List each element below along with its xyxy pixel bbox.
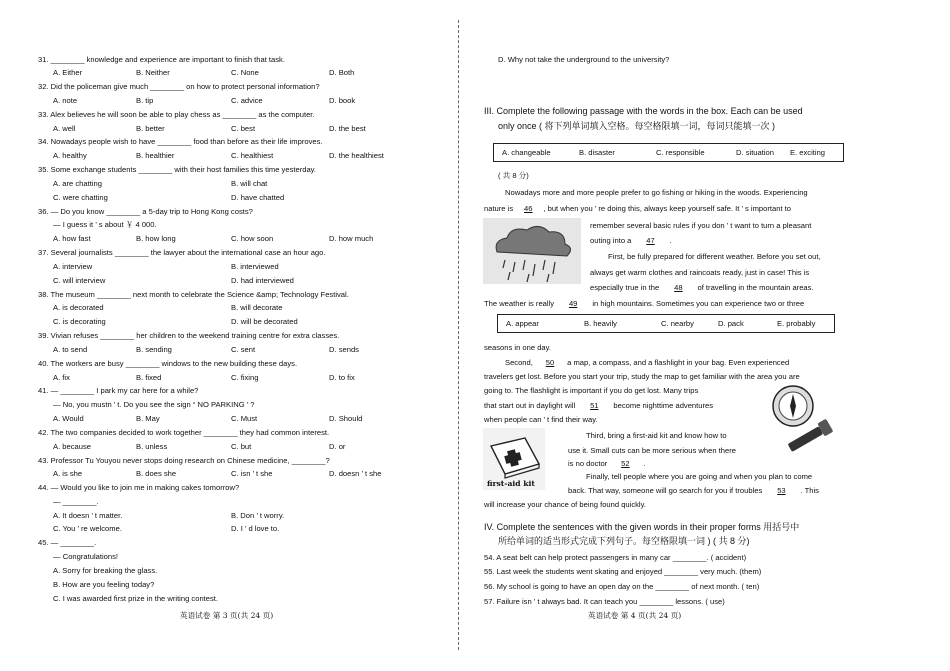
q54-stem: 54. A seat belt can help protect passengers in many car ________. ( accident) — [484, 553, 747, 562]
passage-line — [505, 358, 789, 368]
passage-text: . — [643, 459, 646, 468]
q32-option-b[interactable]: B. tip — [136, 96, 154, 105]
word-box-2 — [497, 314, 835, 333]
q42-option-b[interactable]: B. unless — [136, 442, 168, 451]
q36-stem-reply: — I guess it ’ s about ￥ 4 000. — [53, 220, 157, 229]
q38-stem: 38. The museum ________ next month to celebrate the Science &amp; Technology Festival. — [38, 290, 349, 299]
word-box-1-item: E. exciting — [790, 148, 826, 157]
passage-line — [590, 236, 672, 246]
passage-line: when people can ’ t find their way. — [484, 415, 598, 424]
passage-line: travelers get lost. Before you start your trip, study the map to get familiar with the area you are — [484, 372, 800, 381]
q36-option-c[interactable]: C. how soon — [231, 234, 274, 243]
q44-option-d[interactable]: D. I ’ d love to. — [231, 524, 280, 533]
blank-48[interactable]: 48 — [674, 283, 683, 292]
passage-line — [484, 299, 804, 309]
word-box-1 — [493, 143, 844, 162]
q38-option-c[interactable]: C. is decorating — [53, 317, 106, 326]
section-3-subtitle: only once ( 将下列单词填入空格。每空格限填一词，每词只能填一次 ) — [498, 121, 776, 131]
passage-text: nature is — [484, 204, 514, 213]
q40-option-a[interactable]: A. fix — [53, 373, 70, 382]
q33-option-d[interactable]: D. the best — [329, 124, 366, 133]
q39-option-a[interactable]: A. to send — [53, 345, 88, 354]
q42-option-c[interactable]: C. but — [231, 442, 252, 451]
q57-stem: 57. Failure isn ’ t always bad. It can teach you ________ lessons. ( use) — [484, 597, 725, 606]
q45-option-c[interactable]: C. I was awarded first prize in the writing contest. — [53, 594, 219, 603]
q45-option-a[interactable]: A. Sorry for breaking the glass. — [53, 566, 158, 575]
q32-option-d[interactable]: D. book — [329, 96, 356, 105]
q45-option-d[interactable]: D. Why not take the underground to the university? — [498, 55, 670, 64]
passage-line: seasons in one day. — [484, 343, 551, 352]
q34-option-d[interactable]: D. the healthiest — [329, 151, 384, 160]
q32-option-c[interactable]: C. advice — [231, 96, 263, 105]
q33-stem: 33. Alex believes he will soon be able to play chess as ________ as the computer. — [38, 110, 315, 119]
q31-option-b[interactable]: B. Neither — [136, 68, 170, 77]
q34-option-c[interactable]: C. healthiest — [231, 151, 274, 160]
q34-option-b[interactable]: B. healthier — [136, 151, 175, 160]
q43-stem: 43. Professor Tu Youyou never stops doing research on Chinese medicine, ________? — [38, 456, 330, 465]
q37-option-a[interactable]: A. interview — [53, 262, 93, 271]
passage-line — [590, 283, 814, 293]
q34-option-a[interactable]: A. healthy — [53, 151, 87, 160]
right-page — [475, 0, 950, 671]
passage-text: that start out in daylight will — [484, 401, 576, 410]
q31-option-d[interactable]: D. Both — [329, 68, 355, 77]
passage-text: in high mountains. Sometimes you can experience two or three — [592, 299, 805, 308]
word-box-2-item: A. appear — [506, 319, 539, 328]
passage-line — [568, 486, 819, 496]
word-box-2-item: C. nearby — [661, 319, 694, 328]
q43-option-c[interactable]: C. isn ’ t she — [231, 469, 273, 478]
word-box-2-item: B. heavily — [584, 319, 617, 328]
passage-text: a map, a compass, and a flashlight in your bag. Even experienced — [567, 358, 790, 367]
rain-cloud-illustration — [483, 218, 581, 284]
page-footer-3: 英语试卷 第 3 页(共 24 页) — [180, 611, 274, 620]
passage-text: , but when you ’ re doing this, always keep yourself safe. It ’ s important to — [543, 204, 792, 213]
q36-option-b[interactable]: B. how long — [136, 234, 176, 243]
q38-option-a[interactable]: A. is decorated — [53, 303, 104, 312]
passage-line — [568, 459, 646, 469]
q55-stem: 55. Last week the students went skating and enjoyed ________ very much. (them) — [484, 567, 762, 576]
q39-option-b[interactable]: B. sending — [136, 345, 172, 354]
blank-46[interactable]: 46 — [524, 204, 533, 213]
word-box-1-item: B. disaster — [579, 148, 615, 157]
q35-option-a[interactable]: A. are chatting — [53, 179, 102, 188]
passage-line: Finally, tell people where you are going and when you plan to come — [586, 472, 813, 481]
q31-option-c[interactable]: C. None — [231, 68, 259, 77]
passage-text: . This — [800, 486, 819, 495]
q38-option-b[interactable]: B. will decorate — [231, 303, 283, 312]
q35-option-d[interactable]: D. have chatted — [231, 193, 285, 202]
word-box-1-item: A. changeable — [502, 148, 551, 157]
blank-50[interactable]: 50 — [545, 358, 555, 367]
q41-option-c[interactable]: C. Must — [231, 414, 258, 423]
blank-53[interactable]: 53 — [777, 486, 786, 495]
q41-option-d[interactable]: D. Should — [329, 414, 363, 423]
passage-line — [484, 204, 791, 214]
passage-line: Third, bring a first-aid kit and know how to — [586, 431, 727, 440]
passage-text: . — [669, 236, 672, 245]
q45-stem: 45. — ________. — [38, 538, 97, 547]
blank-47[interactable]: 47 — [646, 236, 655, 245]
q35-option-b[interactable]: B. will chat — [231, 179, 268, 188]
passage-text: especially true in the — [590, 283, 660, 292]
passage-line: always get warm clothes and raincoats ready, just in case! This is — [590, 268, 810, 277]
q42-stem: 42. The two companies decided to work together ________ they had common interest. — [38, 428, 330, 437]
q43-option-d[interactable]: D. doesn ’ t she — [329, 469, 382, 478]
q36-option-d[interactable]: D. how much — [329, 234, 374, 243]
q41-option-b[interactable]: B. May — [136, 414, 160, 423]
q36-stem: 36. — Do you know ________ a 5-day trip to Hong Kong costs? — [38, 207, 253, 216]
q44-option-a[interactable]: A. It doesn ’ t matter. — [53, 511, 123, 520]
page-footer-4: 英语试卷 第 4 页(共 24 页) — [588, 611, 682, 620]
passage-line: Nowadays more and more people prefer to go fishing or hiking in the woods. Experiencing — [505, 188, 808, 197]
blank-49[interactable]: 49 — [568, 299, 578, 308]
q42-option-d[interactable]: D. or — [329, 442, 346, 451]
q39-option-c[interactable]: C. sent — [231, 345, 256, 354]
q37-option-c[interactable]: C. will interview — [53, 276, 106, 285]
q34-stem: 34. Nowadays people wish to have ________ food than before as their life improves. — [38, 137, 323, 146]
q36-option-a[interactable]: A. how fast — [53, 234, 91, 243]
word-box-1-item: D. situation — [736, 148, 774, 157]
compass-flashlight-illustration — [765, 382, 837, 454]
q33-option-b[interactable]: B. better — [136, 124, 165, 133]
q44-option-c[interactable]: C. You ’ re welcome. — [53, 524, 122, 533]
left-page — [0, 0, 470, 671]
section-4-title: IV. Complete the sentences with the given words in their proper forms 用括号中 — [484, 522, 800, 532]
first-aid-kit-label: first-aid kit — [487, 479, 535, 488]
passage-line — [484, 401, 713, 411]
blank-51[interactable]: 51 — [590, 401, 599, 410]
q41-stem: 41. — ________ I park my car here for a while? — [38, 386, 199, 395]
passage-text: become nighttime adventures — [613, 401, 714, 410]
q33-option-c[interactable]: C. best — [231, 124, 256, 133]
passage-line: remember several basic rules if you don ’ t want to turn a pleasant — [590, 221, 812, 230]
q39-stem: 39. Vivian refuses ________ her children to the weekend training centre for extra classes. — [38, 331, 340, 340]
q39-option-d[interactable]: D. sends — [329, 345, 359, 354]
word-box-2-item: E. probably — [777, 319, 816, 328]
q31-stem: 31. ________ knowledge and experience are important to finish that task. — [38, 55, 285, 64]
q40-option-d[interactable]: D. to fix — [329, 373, 355, 382]
q44-stem-reply: — ________. — [53, 497, 99, 506]
passage-line: going to. The flashlight is important if you do get lost. Many trips — [484, 386, 699, 395]
passage-text: outing into a — [590, 236, 632, 245]
q40-option-c[interactable]: C. fixing — [231, 373, 259, 382]
passage-text: The weather is really — [484, 299, 555, 308]
q35-stem: 35. Some exchange students ________ with their host families this time yesterday. — [38, 165, 317, 174]
q37-option-b[interactable]: B. interviewed — [231, 262, 279, 271]
q32-option-a[interactable]: A. note — [53, 96, 78, 105]
q37-stem: 37. Several journalists ________ the lawyer about the international case an hour ago. — [38, 248, 326, 257]
q44-stem: 44. — Would you like to join me in making cakes tomorrow? — [38, 483, 240, 492]
blank-52[interactable]: 52 — [621, 459, 630, 468]
q35-option-c[interactable]: C. were chatting — [53, 193, 108, 202]
passage-text: Second, — [505, 358, 533, 367]
q40-option-b[interactable]: B. fixed — [136, 373, 162, 382]
q32-stem: 32. Did the policeman give much ________ on how to protect personal information? — [38, 82, 320, 91]
q38-option-d[interactable]: D. will be decorated — [231, 317, 298, 326]
q40-stem: 40. The workers are busy ________ windows to the new building these days. — [38, 359, 298, 368]
passage-line: will increase your chance of being found quickly. — [484, 500, 646, 509]
q45-option-b[interactable]: B. How are you feeling today? — [53, 580, 155, 589]
passage-text: of travelling in the mountain areas. — [697, 283, 814, 292]
q56-stem: 56. My school is going to have an open day on the ________ of next month. ( ten) — [484, 582, 760, 591]
section-4-subtitle: 所给单词的适当形式完成下列句子。每空格限填一词 ) ( 共 8 分) — [498, 536, 750, 546]
q44-option-b[interactable]: B. Don ’ t worry. — [231, 511, 285, 520]
word-box-1-item: C. responsible — [656, 148, 705, 157]
q45-stem-reply: — Congratulations! — [53, 552, 119, 561]
q42-option-a[interactable]: A. because — [53, 442, 91, 451]
passage-line: use it. Small cuts can be more serious when there — [568, 446, 736, 455]
passage-text: back. That way, someone will go search for you if troubles — [568, 486, 763, 495]
score-section-3: ( 共 8 分) — [498, 171, 529, 180]
q37-option-d[interactable]: D. had interviewed — [231, 276, 294, 285]
section-3-title: III. Complete the following passage with the words in the box. Each can be used — [484, 106, 803, 116]
q33-option-a[interactable]: A. well — [53, 124, 76, 133]
q41-option-a[interactable]: A. Would — [53, 414, 84, 423]
q43-option-b[interactable]: B. does she — [136, 469, 177, 478]
q43-option-a[interactable]: A. is she — [53, 469, 83, 478]
word-box-2-item: D. pack — [718, 319, 744, 328]
passage-line: First, be fully prepared for different weather. Before you set out, — [608, 252, 821, 261]
q41-stem-reply: — No, you mustn ’ t. Do you see the sign “ NO PARKING ’ ? — [53, 400, 255, 409]
q31-option-a[interactable]: A. Either — [53, 68, 83, 77]
passage-text: is no doctor — [568, 459, 608, 468]
